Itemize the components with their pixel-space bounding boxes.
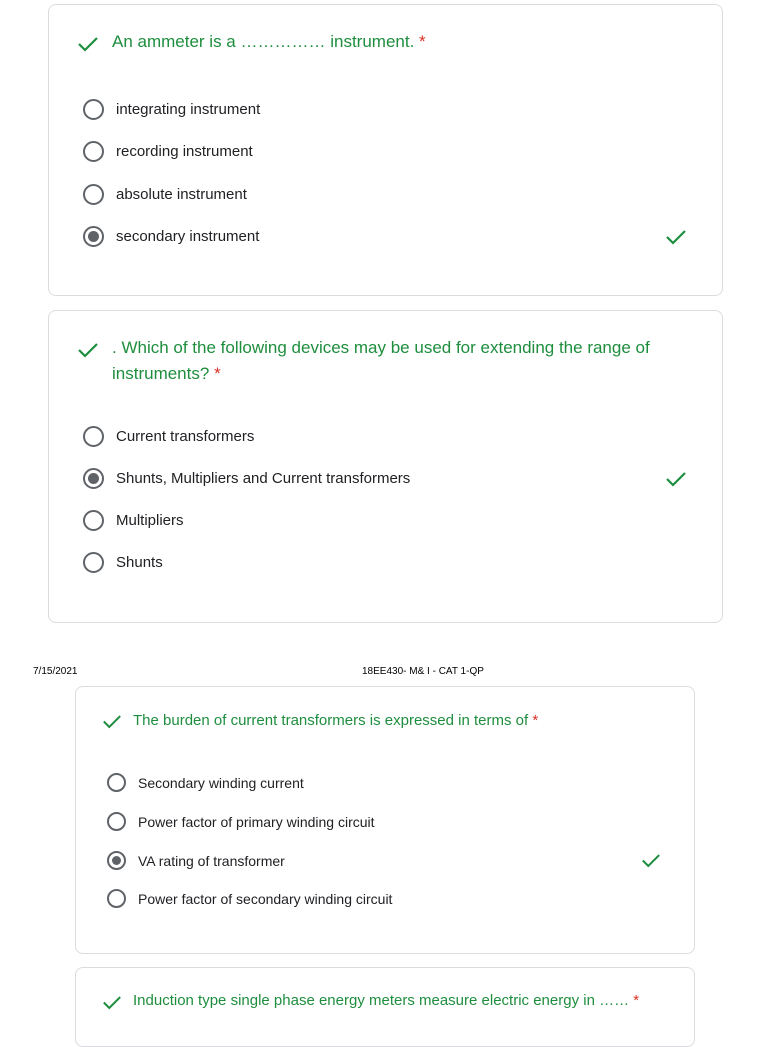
question-title: Induction type single phase energy meters measure electric energy in …… *: [133, 992, 640, 1009]
option-recording-instrument[interactable]: [83, 141, 253, 162]
option-label: integrating instrument: [116, 101, 261, 118]
radio-selected-icon[interactable]: [83, 468, 104, 489]
question-title: . Which of the following devices may be used for extending the range of instruments? *: [112, 338, 650, 383]
option-secondary-winding-current[interactable]: [107, 773, 304, 792]
radio-empty-icon[interactable]: [83, 426, 104, 447]
question-card-4: [75, 967, 695, 1047]
required-mark: *: [532, 712, 539, 729]
check-icon: [102, 994, 122, 1011]
check-icon: [102, 713, 122, 730]
option-label: recording instrument: [116, 143, 253, 160]
option-current-transformers[interactable]: [83, 426, 254, 447]
radio-empty-icon[interactable]: [83, 510, 104, 531]
question-title: An ammeter is a …………… instrument. *: [112, 32, 426, 51]
radio-empty-icon[interactable]: [83, 552, 104, 573]
check-icon: [665, 470, 687, 488]
option-label: Power factor of secondary winding circuit: [138, 890, 393, 907]
option-power-factor-secondary[interactable]: [107, 889, 392, 908]
question-card-2: [48, 310, 723, 623]
option-multipliers[interactable]: [83, 510, 184, 531]
radio-selected-icon[interactable]: [107, 851, 126, 870]
option-secondary-instrument[interactable]: [83, 226, 259, 247]
required-mark: *: [633, 992, 640, 1009]
option-va-rating[interactable]: [107, 851, 285, 870]
radio-empty-icon[interactable]: [83, 141, 104, 162]
option-label: VA rating of transformer: [138, 852, 285, 869]
option-absolute-instrument[interactable]: [83, 184, 247, 205]
radio-empty-icon[interactable]: [107, 812, 126, 831]
print-title: 18EE430- M& I - CAT 1-QP: [362, 666, 484, 677]
check-icon: [77, 35, 99, 53]
question-title: The burden of current transformers is expressed in terms of *: [133, 712, 539, 729]
radio-empty-icon[interactable]: [107, 773, 126, 792]
option-shunts-multipliers-current-transformers[interactable]: [83, 468, 410, 489]
check-icon: [641, 852, 661, 869]
option-label: Current transformers: [116, 428, 255, 445]
radio-selected-icon[interactable]: [83, 226, 104, 247]
required-mark: *: [419, 32, 426, 51]
option-label: Power factor of primary winding circuit: [138, 813, 375, 830]
option-label: Secondary winding current: [138, 774, 304, 791]
radio-empty-icon[interactable]: [83, 99, 104, 120]
option-integrating-instrument[interactable]: [83, 99, 260, 120]
option-power-factor-primary[interactable]: [107, 812, 375, 831]
radio-empty-icon[interactable]: [83, 184, 104, 205]
print-date: 7/15/2021: [33, 666, 78, 677]
check-icon: [665, 228, 687, 246]
option-shunts[interactable]: [83, 552, 163, 573]
required-mark: *: [214, 364, 221, 383]
option-label: Shunts: [116, 554, 163, 571]
option-label: absolute instrument: [116, 186, 247, 203]
option-label: Shunts, Multipliers and Current transformers: [116, 470, 411, 487]
question-card-3: [75, 686, 695, 954]
option-label: secondary instrument: [116, 228, 260, 245]
radio-empty-icon[interactable]: [107, 889, 126, 908]
question-card-1: [48, 4, 723, 296]
check-icon: [77, 341, 99, 359]
option-label: Multipliers: [116, 512, 184, 529]
